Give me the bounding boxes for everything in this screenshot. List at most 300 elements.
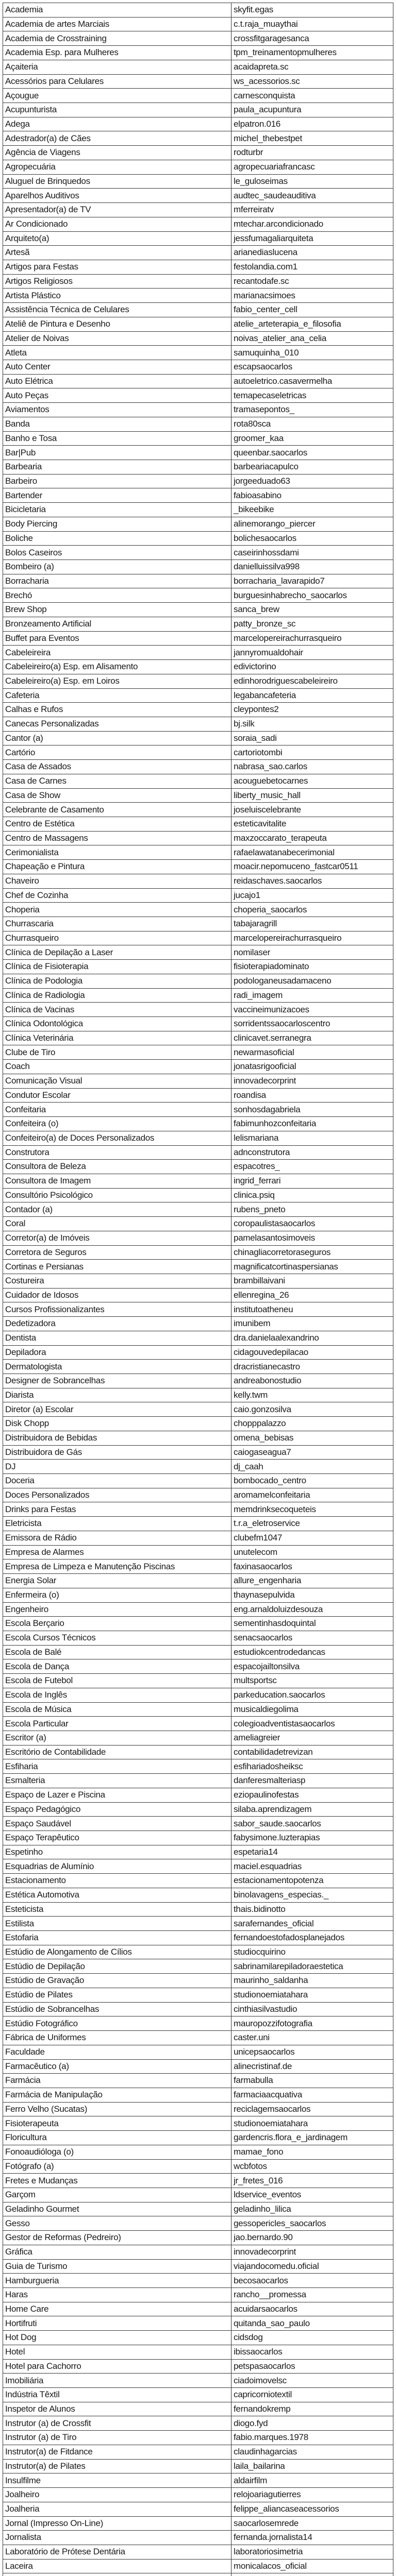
- category-cell: Aluguel de Brinquedos: [3, 174, 232, 189]
- category-cell: Jornal (Impresso On-Line): [3, 2516, 232, 2531]
- handle-cell: soraia_sadi: [232, 731, 393, 745]
- handle-cell: eng.arnaldoluizdesouza: [232, 1602, 393, 1617]
- handle-cell: caseirinhossdami: [232, 546, 393, 560]
- handle-cell: claudinhagarcias: [232, 2445, 393, 2459]
- handle-cell: geladinho_lilica: [232, 2202, 393, 2216]
- category-cell: Corretor(a) de Imóveis: [3, 1231, 232, 1245]
- handle-cell: paula_acupuntura: [232, 103, 393, 117]
- table-row: [3, 1588, 393, 1602]
- table-row: [3, 160, 393, 174]
- handle-cell: reidaschaves.saocarlos: [232, 874, 393, 888]
- category-cell: Fotógrafo (a): [3, 2159, 232, 2174]
- table-row: [3, 1074, 393, 1088]
- table-row: [3, 2031, 393, 2045]
- category-cell: Home Care: [3, 2302, 232, 2316]
- category-cell: Cabeleireiro(a) Esp. em Alisamento: [3, 660, 232, 674]
- category-cell: Boliche: [3, 531, 232, 546]
- handle-cell: musicaldiegolima: [232, 1702, 393, 1717]
- handle-cell: cinthiasilvastudio: [232, 2002, 393, 2016]
- table-row: [3, 460, 393, 474]
- category-cell: Escola de Futebol: [3, 1674, 232, 1688]
- table-row: [3, 945, 393, 960]
- category-cell: Aviamentos: [3, 403, 232, 417]
- category-cell: Hamburgueria: [3, 2274, 232, 2288]
- handle-cell: coropaulistasaocarlos: [232, 1217, 393, 1231]
- handle-cell: alinecristinaf.de: [232, 2059, 393, 2074]
- table-row: [3, 246, 393, 260]
- table-row: [3, 1260, 393, 1274]
- category-cell: Assistência Técnica de Celulares: [3, 303, 232, 317]
- handle-cell: unicepsaocarlos: [232, 2045, 393, 2059]
- table-row: [3, 688, 393, 703]
- handle-cell: mauropozzifotografia: [232, 2016, 393, 2031]
- table-row: [3, 2502, 393, 2516]
- handle-cell: danferesmalteriasp: [232, 1774, 393, 1788]
- table-row: [3, 3, 393, 18]
- table-row: [3, 2016, 393, 2031]
- table-row: [3, 1560, 393, 1574]
- handle-cell: liberty_music_hall: [232, 788, 393, 803]
- table-row: [3, 617, 393, 631]
- category-cell: Atelier de Noivas: [3, 331, 232, 346]
- category-cell: Barbeiro: [3, 474, 232, 488]
- category-cell: Esteticista: [3, 1902, 232, 1917]
- category-cell: Ferro Velho (Sucatas): [3, 2102, 232, 2116]
- table-row: [3, 2259, 393, 2274]
- table-row: [3, 831, 393, 845]
- category-cell: Gesso: [3, 2216, 232, 2231]
- category-cell: Confeitaria: [3, 1103, 232, 1117]
- category-cell: Fisioterapeuta: [3, 2116, 232, 2131]
- category-cell: Bar|Pub: [3, 446, 232, 460]
- category-cell: Confeiteira (o): [3, 1117, 232, 1131]
- category-cell: Geladinho Gourmet: [3, 2202, 232, 2216]
- category-cell: Instrutor (a) de Tiro: [3, 2431, 232, 2445]
- category-cell: Ar Condicionado: [3, 217, 232, 231]
- category-cell: Consultório Psicológico: [3, 1188, 232, 1202]
- handle-cell: caio.gonzosilva: [232, 1402, 393, 1417]
- handle-cell: caster.uni: [232, 2031, 393, 2045]
- table-row: [3, 1003, 393, 1017]
- table-row: [3, 1917, 393, 1931]
- category-cell: Distribuidora de Bebidas: [3, 1431, 232, 1445]
- handle-cell: andreabonostudio: [232, 1374, 393, 1388]
- table-row: [3, 1188, 393, 1202]
- handle-cell: rodturbr: [232, 146, 393, 160]
- handle-cell: le_guloseimas: [232, 174, 393, 189]
- table-row: [3, 2174, 393, 2188]
- category-cell: Condutor Escolar: [3, 1088, 232, 1103]
- table-row: [3, 317, 393, 331]
- category-cell: Comunicação Visual: [3, 1074, 232, 1088]
- handle-cell: roandisa: [232, 1088, 393, 1103]
- category-cell: Corretora de Seguros: [3, 1245, 232, 1260]
- category-cell: Doces Personalizados: [3, 1488, 232, 1502]
- handle-cell: bolichesaocarlos: [232, 531, 393, 546]
- category-cell: Dedetizadora: [3, 1317, 232, 1331]
- handle-cell: pamelasantosimoveis: [232, 1231, 393, 1245]
- table-row: [3, 2331, 393, 2345]
- table-row: [3, 1902, 393, 1917]
- table-row: [3, 1702, 393, 1717]
- table-row: [3, 2088, 393, 2102]
- category-cell: Espaço Terapêutico: [3, 1831, 232, 1845]
- category-cell: Açougue: [3, 89, 232, 103]
- category-cell: Hotel: [3, 2345, 232, 2359]
- table-row: [3, 1774, 393, 1788]
- handle-cell: wcbfotos: [232, 2159, 393, 2174]
- category-cell: Acessórios para Celulares: [3, 74, 232, 89]
- handle-cell: michel_thebestpet: [232, 131, 393, 146]
- category-cell: Escola Particular: [3, 1717, 232, 1731]
- handle-cell: fernandoestofadosplanejados: [232, 1931, 393, 1945]
- handle-cell: _bikeebike: [232, 503, 393, 517]
- category-cell: Agência de Viagens: [3, 146, 232, 160]
- category-cell: Estúdio Fotográfico: [3, 2016, 232, 2031]
- handle-cell: binolavagens_especias._: [232, 1888, 393, 1902]
- category-cell: Esquadrias de Alumínio: [3, 1859, 232, 1874]
- table-row: [3, 217, 393, 231]
- category-cell: Clínica Veterinária: [3, 1031, 232, 1045]
- table-row: [3, 1602, 393, 1617]
- table-row: [3, 974, 393, 988]
- table-row: [3, 888, 393, 903]
- category-cell: Clínica de Fisioterapia: [3, 960, 232, 974]
- category-cell: Depiladora: [3, 1345, 232, 1360]
- handle-cell: t.r.a_eletroservice: [232, 1517, 393, 1531]
- table-row: [3, 1431, 393, 1445]
- category-cell: DJ: [3, 1460, 232, 1474]
- handle-cell: marcelopereirachurrasqueiro: [232, 631, 393, 646]
- category-cell: Arquiteto(a): [3, 231, 232, 246]
- table-row: [3, 2002, 393, 2016]
- category-cell: Aparelhos Auditivos: [3, 189, 232, 203]
- category-cell: Insulfilme: [3, 2473, 232, 2488]
- category-cell: Escola de Inglês: [3, 1688, 232, 1702]
- category-cell: Gestor de Reformas (Pedreiro): [3, 2231, 232, 2245]
- category-cell: Haras: [3, 2288, 232, 2302]
- table-row: [3, 374, 393, 388]
- category-cell: Empresa de Limpeza e Manutenção Piscinas: [3, 1560, 232, 1574]
- category-cell: Dermatologista: [3, 1360, 232, 1374]
- handle-cell: chopppalazzo: [232, 1417, 393, 1431]
- table-row: [3, 1659, 393, 1674]
- category-cell: Chaveiro: [3, 874, 232, 888]
- category-cell: Diarista: [3, 1388, 232, 1402]
- handle-cell: studionoemiatahara: [232, 1988, 393, 2002]
- handle-cell: magnificatcortinaspersianas: [232, 1260, 393, 1274]
- table-row: [3, 2459, 393, 2473]
- category-cell: Espaço Saudável: [3, 1817, 232, 1831]
- handle-cell: jucajo1: [232, 888, 393, 903]
- handle-cell: sarafernandes_oficial: [232, 1917, 393, 1931]
- table-row: [3, 1088, 393, 1103]
- handle-cell: monicalacos_oficial: [232, 2559, 393, 2573]
- category-cell: Clínica de Radiologia: [3, 988, 232, 1003]
- table-row: [3, 1274, 393, 1288]
- handle-cell: dracristianecastro: [232, 1360, 393, 1374]
- category-cell: Choperia: [3, 903, 232, 917]
- category-cell: Clube de Tiro: [3, 1045, 232, 1060]
- handle-cell: mferreiratv: [232, 203, 393, 217]
- category-cell: Estúdio de Depilação: [3, 1959, 232, 1974]
- table-row: [3, 1859, 393, 1874]
- table-row: [3, 1788, 393, 1802]
- handle-cell: allure_engenharia: [232, 1574, 393, 1588]
- category-cell: Laceira: [3, 2559, 232, 2573]
- table-row: [3, 988, 393, 1003]
- handle-cell: clubefm1047: [232, 1531, 393, 1545]
- table-row: [3, 289, 393, 303]
- handle-cell: ws_acessorios.sc: [232, 74, 393, 89]
- handle-cell: acouguebetocarnes: [232, 774, 393, 788]
- handle-cell: clinicavet.serranegra: [232, 1031, 393, 1045]
- handle-cell: studionoemiatahara: [232, 2116, 393, 2131]
- category-cell: Construtora: [3, 1145, 232, 1160]
- handle-cell: dra.danielaalexandrino: [232, 1331, 393, 1345]
- handle-cell: ciadoimovelsc: [232, 2374, 393, 2388]
- table-row: [3, 446, 393, 460]
- handle-cell: nomilaser: [232, 945, 393, 960]
- handle-cell: arianediaslucena: [232, 246, 393, 260]
- handle-cell: memdrinksecoqueteis: [232, 1502, 393, 1517]
- category-cell: Borracharia: [3, 574, 232, 588]
- category-cell: Instrutor(a) de Fitdance: [3, 2445, 232, 2459]
- table-row: [3, 189, 393, 203]
- table-row: [3, 360, 393, 374]
- table-row: [3, 1217, 393, 1231]
- table-row: [3, 2388, 393, 2402]
- category-cell: Academia de Crosstraining: [3, 31, 232, 46]
- table-row: [3, 2431, 393, 2445]
- category-cell: Cuidador de Idosos: [3, 1288, 232, 1302]
- table-row: [3, 745, 393, 760]
- category-cell: Esfiharia: [3, 1759, 232, 1774]
- category-cell: Jornalista: [3, 2531, 232, 2545]
- table-row: [3, 2316, 393, 2331]
- handle-cell: sementinhasdoquintal: [232, 1617, 393, 1631]
- category-cell: Auto Peças: [3, 388, 232, 403]
- handle-cell: espetaria14: [232, 1845, 393, 1859]
- table-row: [3, 1360, 393, 1374]
- handle-cell: rubens_pneto: [232, 1202, 393, 1217]
- category-cell: Doceria: [3, 1474, 232, 1488]
- table-row: [3, 488, 393, 503]
- table-row: [3, 146, 393, 160]
- category-cell: Chef de Cozinha: [3, 888, 232, 903]
- category-cell: Estúdio de Gravação: [3, 1974, 232, 1988]
- handle-cell: imunibem: [232, 1317, 393, 1331]
- category-cell: Farmacêutico (a): [3, 2059, 232, 2074]
- table-row: [3, 2445, 393, 2459]
- table-row: [3, 1045, 393, 1060]
- category-cell: Inspetor de Alunos: [3, 2402, 232, 2416]
- table-row: [3, 1545, 393, 1560]
- table-row: [3, 2159, 393, 2174]
- handle-cell: festolandia.com1: [232, 260, 393, 274]
- handle-cell: elpatron.016: [232, 117, 393, 131]
- category-cell: Escola de Dança: [3, 1659, 232, 1674]
- table-row: [3, 1831, 393, 1845]
- table-row: [3, 1103, 393, 1117]
- handle-cell: fabysimone.luzterapias: [232, 1831, 393, 1845]
- category-cell: Academia de artes Marciais: [3, 17, 232, 31]
- table-row: [3, 1331, 393, 1345]
- table-row: [3, 2345, 393, 2359]
- handle-cell: senacsaocarlos: [232, 1631, 393, 1645]
- table-row: [3, 1531, 393, 1545]
- table-row: [3, 574, 393, 588]
- table-row: [3, 1674, 393, 1688]
- category-cell: Banho e Tosa: [3, 431, 232, 446]
- handle-cell: cleypontes2: [232, 703, 393, 717]
- handle-cell: quitanda_sao_paulo: [232, 2316, 393, 2331]
- table-row: [3, 117, 393, 131]
- category-cell: Instrutor (a) de Crossfit: [3, 2416, 232, 2431]
- table-row: [3, 46, 393, 60]
- category-cell: Estacionamento: [3, 1874, 232, 1888]
- category-cell: Bartender: [3, 488, 232, 503]
- handle-cell: brambillaivani: [232, 1274, 393, 1288]
- table-row: [3, 1060, 393, 1074]
- handle-cell: tramasepontos_: [232, 403, 393, 417]
- handle-cell: nabrasa_sao.carlos: [232, 760, 393, 774]
- category-cell: Enfermeira (o): [3, 1588, 232, 1602]
- table-row: [3, 1617, 393, 1631]
- category-cell: Contador (a): [3, 1202, 232, 1217]
- handle-cell: [232, 2573, 393, 2576]
- table-row: [3, 603, 393, 617]
- handle-cell: tabajaragrill: [232, 917, 393, 931]
- category-cell: Clínica de Podologia: [3, 974, 232, 988]
- table-row: [3, 1317, 393, 1331]
- category-cell: Estética Automotiva: [3, 1888, 232, 1902]
- handle-cell: jr_fretes_016: [232, 2174, 393, 2188]
- category-cell: Clínica de Vacinas: [3, 1003, 232, 1017]
- table-row: [3, 717, 393, 731]
- handle-cell: tpm_treinamentopmulheres: [232, 46, 393, 60]
- table-row: [3, 731, 393, 745]
- category-cell: Joalheiro: [3, 2488, 232, 2502]
- category-cell: Espaço de Lazer e Piscina: [3, 1788, 232, 1802]
- table-row: [3, 1231, 393, 1245]
- category-cell: Gráfica: [3, 2245, 232, 2259]
- category-cell: Banda: [3, 417, 232, 431]
- table-row: [3, 103, 393, 117]
- table-row: [3, 803, 393, 817]
- category-cell: Dentista: [3, 1331, 232, 1345]
- table-row: [3, 2045, 393, 2059]
- category-cell: Artigos Religiosos: [3, 274, 232, 289]
- category-cell: Ateliê de Pintura e Desenho: [3, 317, 232, 331]
- table-row: [3, 2416, 393, 2431]
- table-row: [3, 1445, 393, 1460]
- handle-cell: ingrid_ferrari: [232, 1174, 393, 1188]
- table-row: [3, 89, 393, 103]
- handle-cell: bj.silk: [232, 717, 393, 731]
- category-cell: Academia: [3, 3, 232, 18]
- handle-cell: lelismariana: [232, 1131, 393, 1145]
- category-cell: Costureira: [3, 1274, 232, 1288]
- category-cell: Consultora de Beleza: [3, 1160, 232, 1174]
- category-cell: Coach: [3, 1060, 232, 1074]
- category-cell: Estúdio de Pilates: [3, 1988, 232, 2002]
- handle-cell: edinhorodriguescabeleireiro: [232, 674, 393, 688]
- table-body: [3, 3, 393, 2576]
- business-directory-table: [3, 3, 393, 2576]
- handle-cell: barbeariacapulco: [232, 460, 393, 474]
- table-row: [3, 1959, 393, 1974]
- table-row: [3, 503, 393, 517]
- handle-cell: jannyromualdohair: [232, 646, 393, 660]
- table-row: [3, 1474, 393, 1488]
- handle-cell: legabancafeteria: [232, 688, 393, 703]
- category-cell: Estúdio de Sobrancelhas: [3, 2002, 232, 2016]
- handle-cell: dj_caah: [232, 1460, 393, 1474]
- table-row: [3, 1645, 393, 1659]
- handle-cell: farmaciaacquativa: [232, 2088, 393, 2102]
- table-row: [3, 1717, 393, 1731]
- category-cell: Hotel para Cachorro: [3, 2359, 232, 2374]
- category-cell: Barbearia: [3, 460, 232, 474]
- table-row: [3, 646, 393, 660]
- handle-cell: studiocquirino: [232, 1945, 393, 1959]
- category-cell: Estilista: [3, 1917, 232, 1931]
- table-row: [3, 1802, 393, 1817]
- handle-cell: laila_bailarina: [232, 2459, 393, 2473]
- handle-cell: fernandokremp: [232, 2402, 393, 2416]
- table-row: [3, 417, 393, 431]
- handle-cell: sabor_saude.saocarlos: [232, 1817, 393, 1831]
- table-row: [3, 1160, 393, 1174]
- handle-cell: fernanda.jornalista14: [232, 2531, 393, 2545]
- handle-cell: alinemorango_piercer: [232, 517, 393, 531]
- category-cell: [3, 2573, 232, 2576]
- table-row: [3, 1402, 393, 1417]
- category-cell: Imobiliária: [3, 2374, 232, 2388]
- table-row: [3, 703, 393, 717]
- table-row: [3, 31, 393, 46]
- table-row: [3, 917, 393, 931]
- category-cell: Laboratório de Prótese Dentária: [3, 2545, 232, 2559]
- table-row: [3, 474, 393, 488]
- handle-cell: estacionamentopotenza: [232, 1874, 393, 1888]
- category-cell: Agropecuária: [3, 160, 232, 174]
- table-row: [3, 1688, 393, 1702]
- handle-cell: atelie_arteterapia_e_filosofia: [232, 317, 393, 331]
- handle-cell: contabilidadetrevizan: [232, 1745, 393, 1759]
- table-row: [3, 74, 393, 89]
- handle-cell: espacotres_: [232, 1160, 393, 1174]
- handle-cell: maurinho_saldanha: [232, 1974, 393, 1988]
- handle-cell: becosaocarlos: [232, 2274, 393, 2288]
- category-cell: Adega: [3, 117, 232, 131]
- category-cell: Empresa de Alarmes: [3, 1545, 232, 1560]
- table-row: [3, 788, 393, 803]
- handle-cell: clinica.psiq: [232, 1188, 393, 1202]
- category-cell: Artesã: [3, 246, 232, 260]
- table-row: [3, 1931, 393, 1945]
- handle-cell: farmabulla: [232, 2074, 393, 2088]
- handle-cell: borracharia_lavarapido7: [232, 574, 393, 588]
- table-row: [3, 1502, 393, 1517]
- table-row: [3, 1202, 393, 1217]
- handle-cell: esfihariadosheiksc: [232, 1759, 393, 1774]
- handle-cell: felippe_aliancaseacessorios: [232, 2502, 393, 2516]
- handle-cell: aromamelconfeitaria: [232, 1488, 393, 1502]
- category-cell: Escritor (a): [3, 1731, 232, 1745]
- category-cell: Casa de Carnes: [3, 774, 232, 788]
